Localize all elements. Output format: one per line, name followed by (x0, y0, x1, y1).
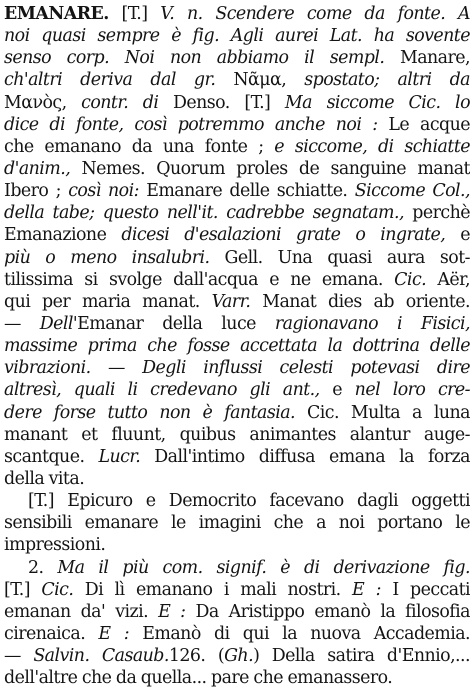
entry-line: altresì, quali li credevano gli ant., e nel loro cre- (4, 380, 470, 401)
entry-line: ch'altri deriva dal gr. Νᾶμα, spostato; altri da (4, 70, 470, 91)
entry-line: impressioni. (4, 535, 106, 556)
entry-line: Emanazione dicesi d'esalazioni grate o ingrate, e (4, 225, 470, 246)
entry-line: della vita. (4, 468, 85, 489)
entry-line: [T.] Cic. Di lì emanano i mali nostri. E : I peccati (4, 579, 470, 600)
entry-line: Ibero ; così noi: Emanare delle schiatte. Siccome Col., (4, 181, 470, 202)
entry-line: sensibili emanare le imagini che a noi portano le (4, 513, 470, 534)
entry-line: dice di fonte, così potremmo anche noi : Le acque (4, 114, 470, 135)
entry-line: vibrazioni. — Degli influssi celesti potevasi dire (4, 358, 470, 379)
entry-line: noi quasi sempre è fig. Agli aurei Lat. ha sovente (4, 26, 470, 47)
entry-line: manant et fluunt, quibus animantes alantur auge- (4, 424, 470, 445)
dictionary-entry (4, 3, 470, 689)
entry-line: EMANARE. [T.] V. n. Scendere come da fonte. A (4, 4, 470, 24)
entry-line: dere forse tutto non è fantasia. Cic. Multa a luna (4, 402, 470, 423)
entry-line: dell'altre che da quella... pare che emanassero. (4, 668, 393, 689)
entry-line: emanan da' vizi. E : Da Aristippo emanò la filosofia (4, 601, 470, 622)
entry-line: 2. Ma il più com. signif. è di derivazione fig. (28, 557, 470, 578)
entry-line: Μανὸς, contr. di Denso. [T.] Ma siccome Cic. lo (4, 92, 470, 113)
entry-line: più o meno insalubri. Gell. Una quasi aura sot- (4, 247, 470, 268)
entry-line: scantque. Lucr. Dall'intimo diffusa emana la forza (4, 446, 470, 467)
entry-line: senso corp. Noi non abbiamo il sempl. Manare, (4, 48, 470, 69)
headword: EMANARE. (4, 4, 109, 24)
entry-line: cirenaica. E : Emanò di qui la nuova Accademia. (4, 623, 470, 644)
entry-line: della tabe; questo nell'it. cadrebbe segnatam., perchè (4, 203, 470, 224)
entry-line: — Dell'Emanar della luce ragionavano i Fisici, (4, 313, 470, 334)
entry-line: massime prima che fosse accettata la dottrina delle (4, 336, 470, 357)
entry-line: d'anim., Nemes. Quorum proles de sanguine manat (4, 158, 470, 179)
entry-line: qui per maria manat. Varr. Manat dies ab oriente. (4, 291, 470, 312)
entry-line: che emanano da una fonte ; e siccome, di schiatte (4, 136, 470, 157)
entry-line: — Salvin. Casaub.126. (Gh.) Della satira d'Ennio,... (4, 646, 470, 667)
entry-line: [T.] Epicuro e Democrito facevano dagli oggetti (28, 491, 470, 512)
entry-line: tilissima si svolge dall'acqua e ne emana. Cic. Aër, (4, 269, 470, 290)
